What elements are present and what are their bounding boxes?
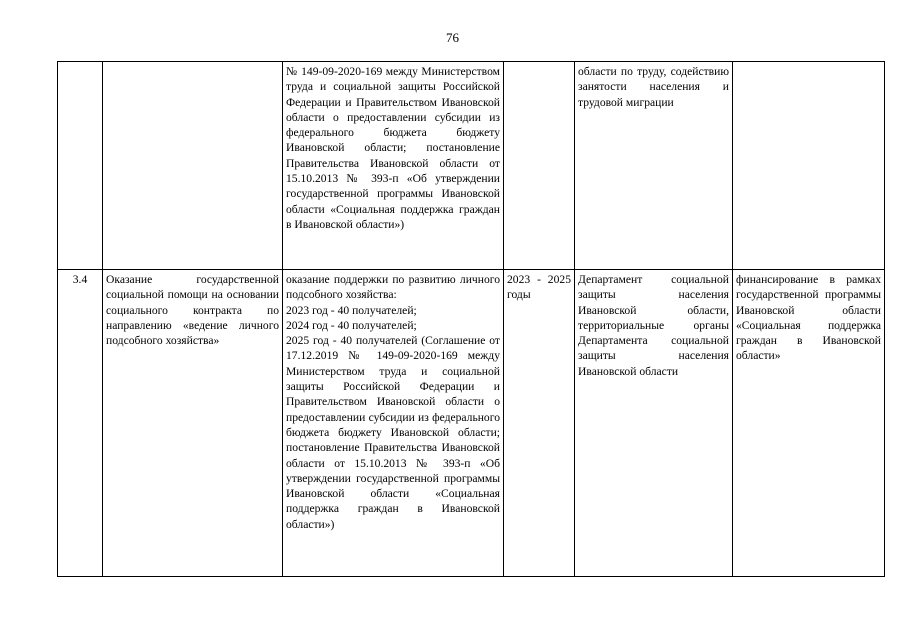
row-number-cell <box>58 62 103 270</box>
executor-cell: Департамент социальной защиты населения Ивановской области, территориальные органы Департамента социальной защиты населения Ивановской области <box>575 270 733 577</box>
financing-cell: финансирование в рамках государственной программы Ивановской области «Социальная поддержка граждан в Ивановской области» <box>733 270 885 577</box>
content-2024: 2024 год - 40 получателей; <box>286 318 417 332</box>
table-row <box>58 270 885 577</box>
table-row <box>58 62 885 270</box>
measure-name-cell <box>103 62 283 270</box>
financing-cell <box>733 62 885 270</box>
page-number: 76 <box>446 30 459 45</box>
measures-table <box>57 61 885 577</box>
content-2025-and-basis: 2025 год - 40 получателей (Соглашение от 17.12.2019 № 149-09-2020-169 между Министерством труда и социальной защиты Российской Федерации и Правительством Ивановской области о предоставлении субсидии из федерального бюджета бюджету Ивановской области; постановление Правительства Ивановской области от 15.10.2013 № 393-п «Об утверждении государственной программы Ивановской области «Социальная поддержка граждан в Ивановской области») <box>286 334 500 531</box>
period-cell <box>504 62 575 270</box>
period-cell: 2023 - 2025 годы <box>504 270 575 577</box>
measure-name-cell: Оказание государственной социальной помощи на основании социального контракта по направлению «ведение личного подсобного хозяйства» <box>103 270 283 577</box>
content-2023: 2023 год - 40 получателей; <box>286 303 417 317</box>
executor-cell: области по труду, содействию занятости населения и трудовой миграции <box>575 62 733 270</box>
row-number-cell: 3.4 <box>58 270 103 577</box>
content-intro: оказание поддержки по развитию личного подсобного хозяйства: <box>286 273 500 302</box>
measure-content-cell: № 149-09-2020-169 между Министерством труда и социальной защиты Российской Федерации и Правительством Ивановской области о предоставлении субсидии из федерального бюджета бюджету Ивановской области; постановление Правительства Ивановской области от 15.10.2013 № 393-п «Об утверждении государственной программы Ивановской области «Социальная поддержка граждан в Ивановской области») <box>283 62 504 270</box>
measure-content-cell <box>283 270 504 577</box>
